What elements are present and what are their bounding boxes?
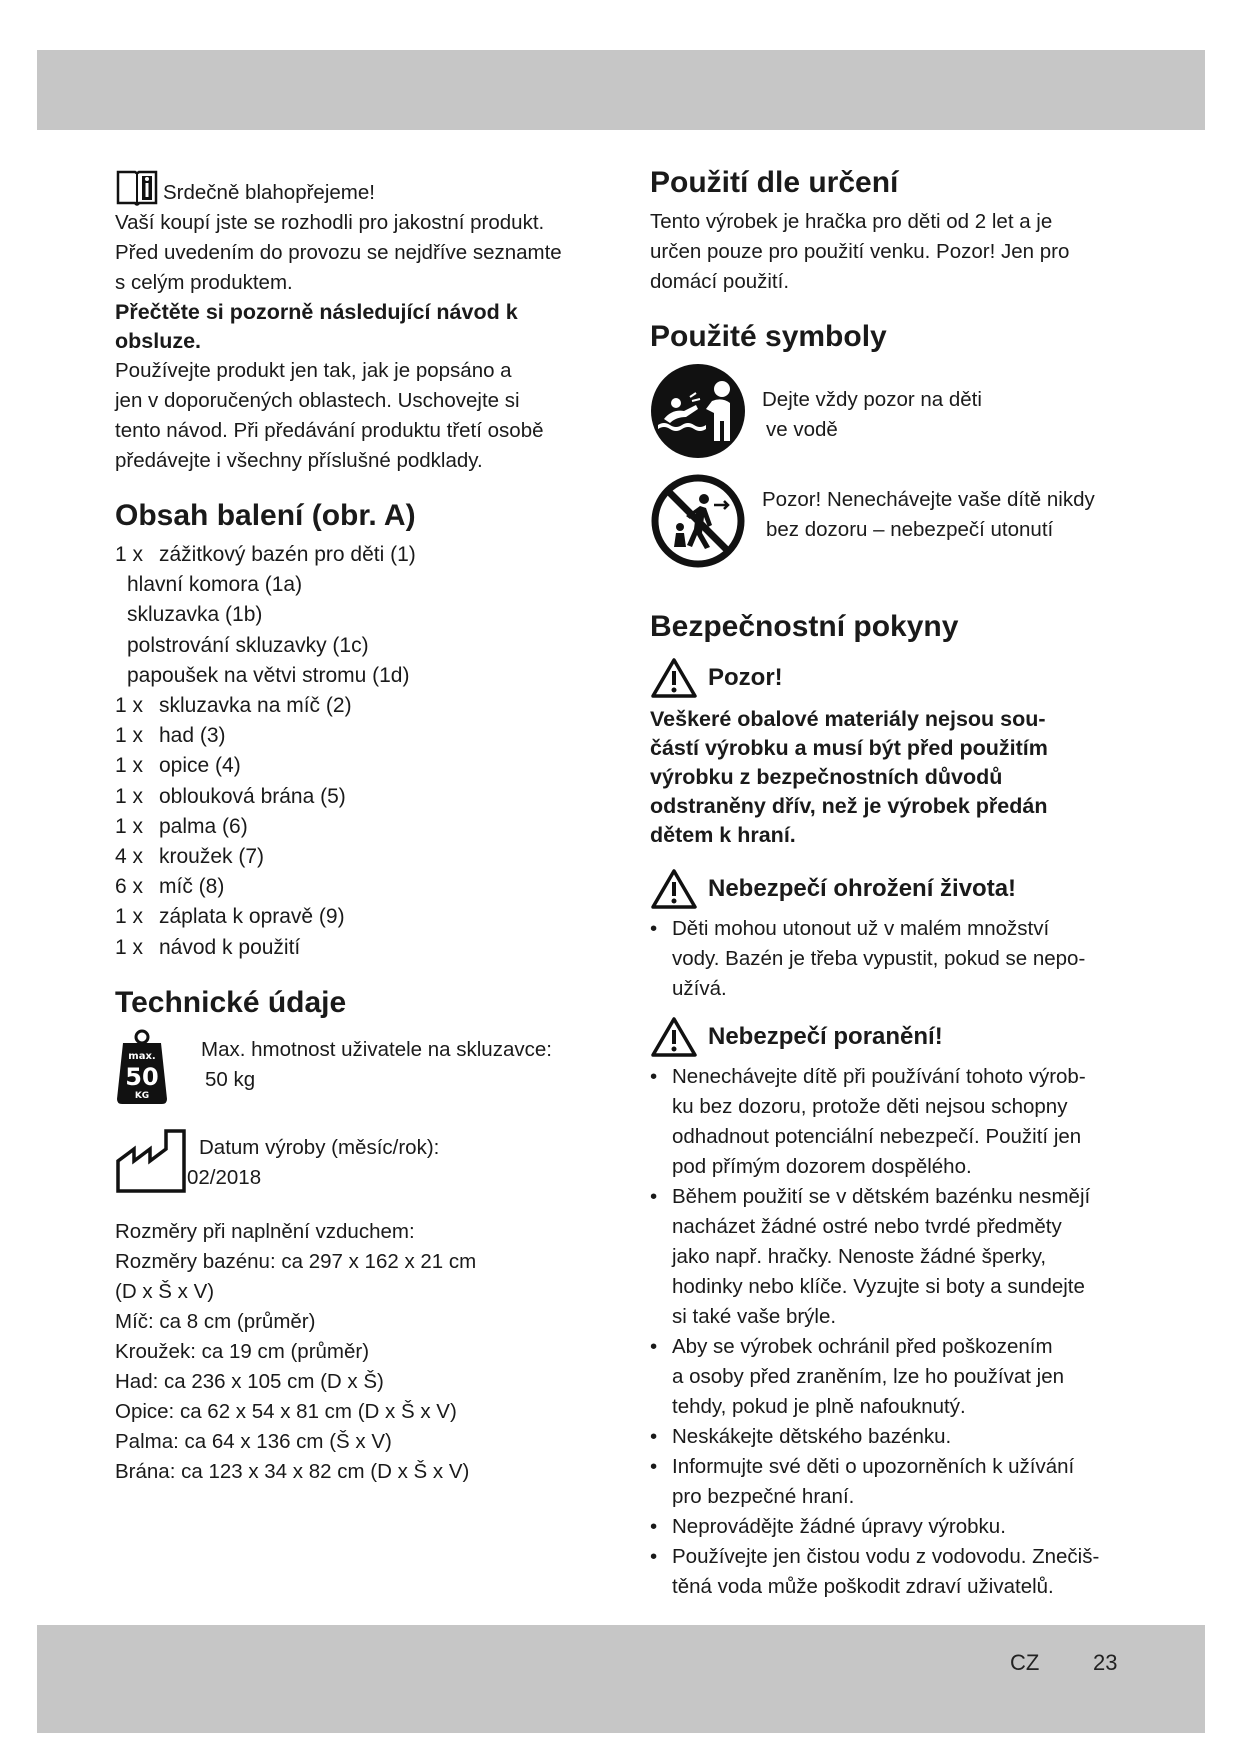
injury-bullet: • Během použití se v dětském bazénku nesmějí nacházet žádné ostré nebo tvrdé předměty jako např. hračky. Nenoste žádné šperky, hodinky nebo klíče. Vyzujte si boty a sundejte si také vaše brýle.: [650, 1185, 1091, 1328]
supervise-children-icon: [650, 363, 746, 459]
contents-item: 1 x skluzavka na míč (2): [115, 694, 352, 718]
injury-bullet: • Aby se výrobek ochránil před poškozením a osoby před zraněním, lze ho používat jen tehdy, pokud je plně nafouknutý.: [650, 1335, 1065, 1418]
caution-heading: Pozor!: [650, 657, 1130, 699]
dimension-line: (D x Š x V): [115, 1279, 215, 1303]
greeting: Srdečně blahopřejeme!: [163, 181, 375, 204]
intro-greeting-row: [115, 168, 615, 208]
page-number: 23: [1093, 1650, 1118, 1675]
weight-icon-value: 50: [125, 1062, 159, 1091]
weight-icon: [115, 1029, 169, 1105]
injury-bullet: • Nenechávejte dítě při používání tohoto výrob- ku bez dozoru, protože děti nejsou schopny odhadnout potenciální nebezpečí. Použití jen pod přímým dozorem dospělého.: [650, 1065, 1086, 1178]
symbol-supervise-text: ve vodě: [766, 418, 838, 441]
symbol-no-alone-row: [650, 473, 1130, 569]
contents-item: 1 x opice (4): [115, 754, 241, 778]
caution-line: výrobku z bezpečnostních důvodů: [650, 765, 1003, 789]
dimension-line: Palma: ca 64 x 136 cm (Š x V): [115, 1429, 392, 1453]
max-weight-row: [115, 1029, 615, 1105]
contents-heading: Obsah balení (obr. A): [115, 499, 416, 532]
dimension-line: Opice: ca 62 x 54 x 81 cm (D x Š x V): [115, 1399, 457, 1423]
manufacture-date-value: 02/2018: [187, 1165, 262, 1189]
manufacture-date-label: Datum výroby (měsíc/rok):: [199, 1135, 440, 1159]
left-column: [115, 168, 615, 1487]
weight-icon-top: max.: [128, 1050, 156, 1062]
intro-line: předávejte i všechny příslušné podklady.: [115, 449, 483, 472]
contents-item: 6 x míč (8): [115, 875, 225, 899]
intro-line: s celým produktem.: [115, 271, 293, 294]
right-column: [650, 165, 1130, 1602]
contents-item: 1 x palma (6): [115, 814, 248, 838]
contents-item: 1 x oblouková brána (5): [115, 784, 346, 808]
max-weight-value: 50 kg: [205, 1067, 256, 1091]
header-band: [37, 50, 1205, 130]
caution-line: částí výrobku a musí být před použitím: [650, 736, 1048, 760]
contents-subitem: polstrování skluzavky (1c): [127, 633, 369, 657]
symbol-no-alone-text: Pozor! Nenechávejte vaše dítě nikdy: [762, 488, 1095, 511]
caution-line: Veškeré obalové materiály nejsou sou-: [650, 707, 1046, 731]
intro-bold-line: obsluze.: [115, 329, 202, 353]
dimension-line: Had: ca 236 x 105 cm (D x Š): [115, 1369, 384, 1393]
dimensions: [115, 1217, 615, 1487]
contents-subitem: hlavní komora (1a): [127, 573, 303, 597]
injury-heading: Nebezpečí poranění!: [650, 1016, 1130, 1058]
symbols-heading: Použité symboly: [650, 320, 887, 353]
symbol-supervise-text: Dejte vždy pozor na děti: [762, 388, 982, 411]
footer-language: CZ: [1010, 1650, 1040, 1675]
intro-line: tento návod. Při předávání produktu třetí osobě: [115, 419, 544, 442]
symbol-no-alone-text: bez dozoru – nebezpečí utonutí: [766, 518, 1054, 541]
intended-line: domácí použití.: [650, 270, 790, 293]
contents-subitem: skluzavka (1b): [127, 603, 263, 627]
contents-item: 1 x návod k použití: [115, 935, 301, 959]
intro-line: Před uvedením do provozu se nejdříve seznamte: [115, 241, 562, 264]
footer-band: [37, 1625, 1205, 1733]
warning-icon: [650, 868, 698, 910]
no-unattended-child-icon: [650, 473, 746, 569]
warning-icon: [650, 1016, 698, 1058]
injury-bullet: • Používejte jen čistou vodu z vodovodu. Znečiš- těná voda může poškodit zdraví uživatelů.: [650, 1545, 1100, 1598]
dimension-line: Kroužek: ca 19 cm (průměr): [115, 1339, 370, 1363]
contents-item: 1 x had (3): [115, 724, 226, 748]
weight-icon-unit: KG: [134, 1090, 150, 1101]
contents-item: 1 x záplata k opravě (9): [115, 905, 345, 929]
danger-life-bullet: • Děti mohou utonout už v malém množství vody. Bazén je třeba vypustit, pokud se nepo- užívá.: [650, 917, 1086, 1000]
contents-item: 1 x zážitkový bazén pro děti (1): [115, 543, 416, 566]
danger-life-heading: Nebezpečí ohrožení života!: [650, 868, 1130, 910]
intro-line: Vaší koupí jste se rozhodli pro jakostní produkt.: [115, 211, 545, 234]
intro-line: Používejte produkt jen tak, jak je popsáno a: [115, 359, 512, 382]
intended-use-heading: Použití dle určení: [650, 166, 899, 199]
warning-icon: [650, 657, 698, 699]
contents-item: 4 x kroužek (7): [115, 845, 265, 869]
caution-line: odstraněny dřív, než je výrobek předán: [650, 794, 1048, 818]
dimension-line: Míč: ca 8 cm (průměr): [115, 1309, 316, 1333]
max-weight-label: Max. hmotnost uživatele na skluzavce:: [201, 1037, 552, 1061]
injury-bullet: • Neskákejte dětského bazénku.: [650, 1425, 952, 1448]
tech-heading: Technické údaje: [115, 985, 347, 1019]
factory-icon: [115, 1127, 187, 1195]
dimension-line: Rozměry bazénu: ca 297 x 162 x 21 cm: [115, 1249, 477, 1273]
intended-line: Tento výrobek je hračka pro děti od 2 let a je: [650, 210, 1053, 233]
read-manual-icon: [115, 168, 159, 208]
intended-line: určen pouze pro použití venku. Pozor! Jen pro: [650, 240, 1070, 263]
injury-bullet: • Informujte své děti o upozorněních k užívání pro bezpečné hraní.: [650, 1455, 1075, 1508]
symbol-supervise-row: [650, 363, 1130, 459]
intro-line: jen v doporučených oblastech. Uschovejte si: [115, 389, 520, 412]
dimension-line: Brána: ca 123 x 34 x 82 cm (D x Š x V): [115, 1459, 470, 1483]
dimension-line: Rozměry při naplnění vzduchem:: [115, 1219, 415, 1243]
injury-bullet: • Neprovádějte žádné úpravy výrobku.: [650, 1515, 1006, 1538]
intro-bold-line: Přečtěte si pozorně následující návod k: [115, 300, 518, 324]
caution-line: dětem k hraní.: [650, 823, 796, 847]
contents-subitem: papoušek na větvi stromu (1d): [127, 663, 410, 687]
manufacture-date-row: [115, 1127, 615, 1195]
safety-heading: Bezpečnostní pokyny: [650, 610, 959, 643]
